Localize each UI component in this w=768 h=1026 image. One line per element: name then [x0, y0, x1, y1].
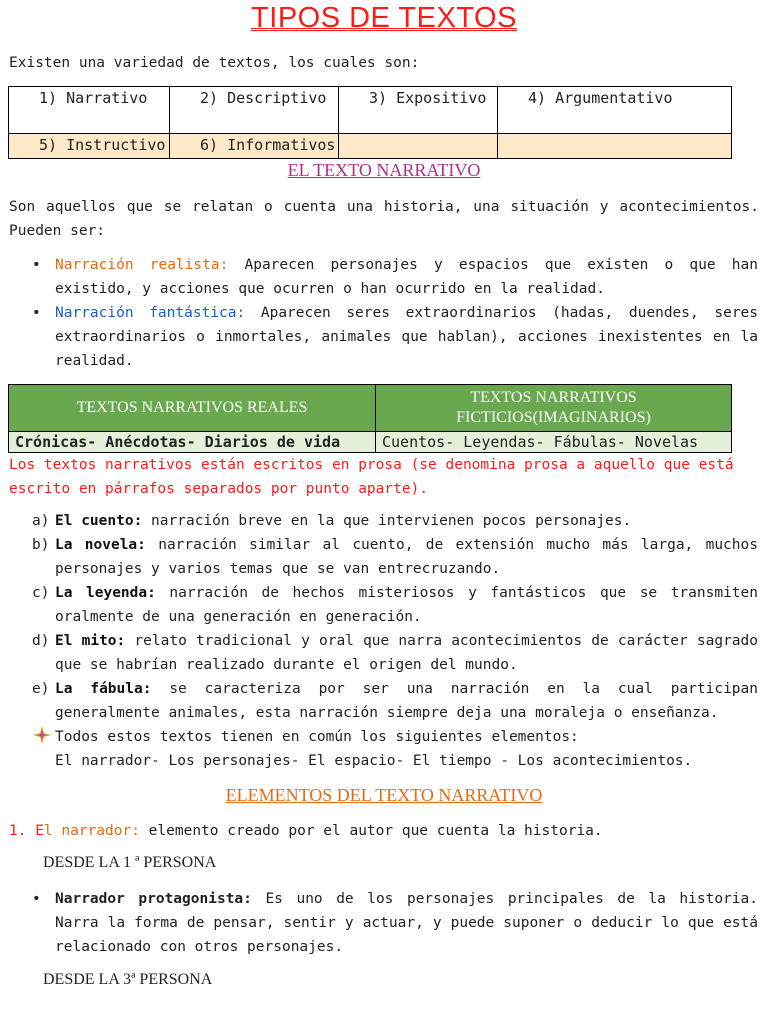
list-text: relato tradicional y oral que narra acontecimientos de carácter sagrado que se habrían realizado durante el origen del mundo. [55, 633, 758, 673]
third-person-heading: DESDE LA 3ª PERSONA [43, 971, 213, 988]
list-term: La fábula: [55, 681, 152, 697]
common-elements-list [32, 749, 758, 773]
type-cell: 6) Informativos [170, 134, 339, 159]
type-cell [339, 134, 498, 159]
table-cell: Crónicas- Anécdotas- Diarios de vida [9, 432, 376, 453]
type-cell: 3) Expositivo [339, 87, 498, 134]
narrative-types-table [8, 384, 732, 453]
list-letter: c) [32, 585, 50, 601]
type-cell: 1) Narrativo [9, 87, 170, 134]
list-letter: a) [32, 513, 50, 529]
bullet-icon: • [32, 891, 41, 907]
narrador-definition [9, 819, 759, 843]
list-item [32, 629, 758, 677]
section-intro: Son aquellos que se relatan o cuenta una historia, una situación y acontecimientos. Pueden ser: [9, 199, 759, 239]
list-term: El cuento: [55, 513, 143, 529]
list-letter: b) [32, 537, 50, 553]
list-item [32, 509, 758, 533]
common-line-2: El narrador- Los personajes- El espacio- El tiempo - Los acontecimientos. [55, 753, 693, 769]
text-types-table [8, 86, 732, 159]
list-term: La novela: [55, 537, 146, 553]
type-cell: 5) Instructivo [9, 134, 170, 159]
list-text: narración similar al cuento, de extensión mucho más larga, muchos personajes y varios temas que se van entrecruzando. [55, 537, 758, 577]
narrador-text: elemento creado por el autor que cuenta la historia. [139, 823, 603, 839]
bullet-text: Aparecen personajes y espacios que existen o que han existido, y acciones que ocurren o han ocurrido en la realidad. [55, 257, 758, 297]
table-header: TEXTOS NARRATIVOS FICTICIOS(IMAGINARIOS) [376, 385, 732, 432]
table-cell: Cuentos- Leyendas- Fábulas- Novelas [376, 432, 732, 453]
list-letter: e) [32, 681, 50, 697]
page-title: TIPOS DE TEXTOS [251, 2, 517, 34]
list-item [32, 677, 758, 725]
bullet-icon: • [32, 257, 41, 273]
type-cell: 2) Descriptivo [170, 87, 339, 134]
prose-note: Los textos narrativos están escritos en prosa (se denomina prosa a aquello que está escrito en párrafos separados por punto aparte). [9, 457, 734, 497]
list-term: El mito: [55, 633, 126, 649]
type-cell [498, 134, 732, 159]
bullet-label: Narración realista: [55, 257, 229, 273]
list-term: La leyenda: [55, 585, 156, 601]
list-item [32, 581, 758, 629]
bullet-label: Narrador protagonista: [55, 891, 252, 907]
intro-text: Existen una variedad de textos, los cuales son: [9, 55, 420, 71]
first-person-heading: DESDE LA 1 ª PERSONA [43, 854, 217, 871]
type-cell: 4) Argumentativo [498, 87, 732, 134]
list-text: narración de hechos misteriosos y fantásticos que se transmiten oralmente de una generación en generación. [55, 585, 759, 625]
section-title: ELEMENTOS DEL TEXTO NARRATIVO [225, 785, 543, 805]
list-text: se caracteriza por ser una narración en la cual participan generalmente animales, esta narración siempre deja una moraleja o enseñanza. [55, 681, 758, 721]
common-line-1: Todos estos textos tienen en común los siguientes elementos: [55, 729, 579, 745]
common-elements [32, 725, 758, 749]
bullet-icon: • [32, 305, 41, 321]
table-header: TEXTOS NARRATIVOS REALES [9, 385, 376, 432]
bullet-item [32, 301, 758, 373]
bullet-text: Es uno de los personajes principales de la historia. Narra la forma de pensar, sentir y actuar, y puede suponer o deducir lo que está relacionado con otros personajes. [55, 891, 758, 955]
bullet-item [32, 887, 758, 959]
bullet-item [32, 253, 758, 301]
bullet-label: Narración fantástica: [55, 305, 246, 321]
narrador-label: l narrador: [43, 823, 140, 839]
narrador-number: 1. E [9, 823, 44, 839]
list-letter: d) [32, 633, 50, 649]
list-item [32, 533, 758, 581]
section-title: EL TEXTO NARRATIVO [287, 160, 481, 180]
bullet-text: Aparecen seres extraordinarios (hadas, duendes, seres extraordinarios o inmortales, animales que hablan), acciones inexistentes en la realidad. [55, 305, 759, 369]
list-text: narración breve en la que intervienen pocos personajes. [142, 513, 632, 529]
